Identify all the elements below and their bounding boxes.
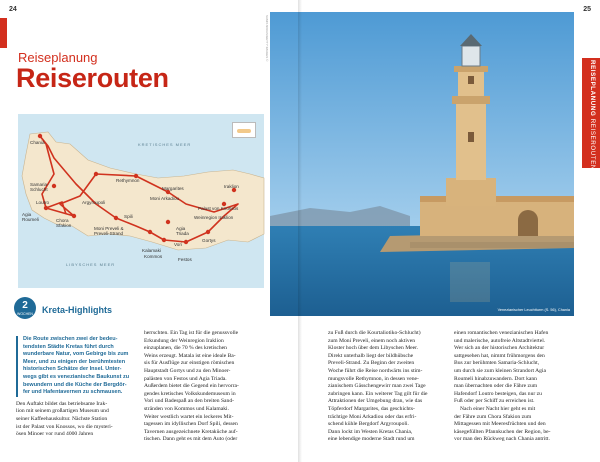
body-line: Den Auftakt bildet das betriebsame Irak- [16,400,108,407]
route-title: Kreta-Highlights [42,305,113,315]
sidebar-text [589,60,596,170]
intro-line: wunderbare Natur, vom Gebirge bis zum [23,351,129,358]
body-line: Hauptstadt Gortys und zu den Minoer- [144,367,231,374]
body-line: Tavernen ausgezeichnete Kretaküche auf- [144,428,238,435]
sea-label-south: LIBYSCHES MEER [66,262,116,267]
section-sidebar [584,60,596,170]
body-line: sattgesehen hat, nimmt frühmorgens den [454,352,545,359]
text-column-right-1 [328,330,448,444]
map-place: Agia Triada [176,226,189,236]
body-line: Preveli-Strand. Zu Beginn der zweiten [328,360,415,367]
crete-map-graphic [18,114,264,288]
body-line: Wer sich an der historischen Architektur [454,345,545,352]
body-line: Weins erzeugt. Matala ist eine ideale Ba- [144,352,236,359]
body-line: herrschten. Ein Tag ist für die genussvolle [144,330,239,336]
text-column-right-2 [454,330,574,444]
body-line: einzuplanen, die 70 % des kretischen [144,345,227,352]
body-line: lion mit seinem großartigen Museum und [16,408,109,415]
map-place: Chora Sfakion [56,218,72,228]
body-line: der Fähre zum Chora Sfakion zum [454,413,532,420]
map-place: Agia Roumeli [22,212,39,222]
text-column-left-1 [16,336,138,439]
body-line: Hafendorf Loutro besteigen, das nur zu [454,390,542,397]
locator-inset [232,122,256,138]
body-line: vor man den Rückweg nach Chania antritt. [454,436,550,443]
photo-caption: Venezianischer Leuchtturm (S. 56), Chania [497,308,570,312]
body-line: mungsvolle Rethymnon, in dessen vene- [328,375,419,382]
body-line: Weiter westlich wartet ein leckeres Mit- [144,413,234,420]
body-line: eine lebendige moderne Stadt rund um [328,436,415,443]
map-place: Weinregion Iraklion [194,215,234,220]
photo-credit-text: SAMIS NIKIAS/GETTY IMAGES © [265,15,269,62]
sidebar-topic: REISEROUTEN [589,118,596,170]
route-intro [16,336,138,397]
page-title: Reiserouten [16,63,169,93]
duration-badge [14,297,36,319]
right-page [265,0,600,462]
body-line: Bus zur berühmten Samaria-Schlucht, [454,360,540,367]
map-place: Margarites [162,186,184,191]
map-place: Festos [178,257,192,262]
body-line: Fuß oder per Schiff zu erreichen ist. [454,398,535,405]
body-line: Erkundung der Weinregion Iraklion [144,337,224,344]
body-line: zubringen kann. Ein weiterer Tag gilt für die [328,390,428,397]
map-place: Kommos [144,254,163,259]
body-line: Woche führt die Reise nordwärts ins stim- [328,367,423,374]
map-place: Kalamaki [142,248,161,253]
body-line: zianischem Gässchengewirr man zwei Tage [328,383,426,390]
body-line: palästen von Festos und Agia Triada. [144,375,227,382]
body-line: Außerdem bietet die Gegend ein hervorra- [144,383,239,390]
sidebar-section: REISEPLANUNG [589,60,596,117]
map-place: Gortys [202,238,216,243]
duration-number: 2 [22,300,28,311]
body-line: tischen. Dann geht es mit dem Auto (oder [144,436,238,443]
map-place: Palast von Knossos [198,206,239,211]
body-line: man übernachten oder die Fähre zum [454,383,538,390]
page-number-left: 24 [9,6,17,13]
book-spine [298,0,302,462]
body-line: schend kühle Bergdorf Argyroupoli. [328,421,409,428]
body-line: Attraktionen der Umgebung dran, wie das [328,398,423,405]
intro-line: wegs gibt es venezianische Baukunst zu [23,373,130,380]
intro-line: fer und Hafentavernen zu schmausen. [23,389,123,396]
intro-line: historischen Schätze der Insel. Unter- [23,366,122,373]
map-place: Vori [174,242,182,247]
body-line: tagessen im idyllischen Dorf Spili, dessen [144,421,238,428]
body-line: Roumeli hinabzuwandern. Dort kann [454,375,537,382]
map-place: Samaria-Schlucht [30,182,49,192]
lighthouse-image [270,12,574,316]
body-line: zu Fuß durch die Kourtaliotiko-Schlucht) [328,330,421,336]
body-line: Kloster hoch über dem Libyschen Meer. [328,345,419,352]
body-line: stränden von Kommos und Kalamaki. [144,405,229,412]
body-line: und malerische, autofreie Altstadtviertel. [454,337,546,344]
section-kicker: Reiseplanung [18,50,98,65]
body-line: Direkt unterhalb liegt der bildhübsche [328,352,414,359]
photo-credit [264,15,269,65]
body-line: ösen Minoer vor rund 4000 Jahren [16,431,94,438]
map-place: Chaniá [30,140,45,145]
duration-unit: WOCHEN [17,312,33,316]
sea-label-north: KRETISCHES MEER [138,142,192,147]
map-place: Iraklion [224,184,239,189]
intro-line: bewundern und die Küche der Bergdör- [23,381,127,388]
map-place: Loutro [36,200,50,205]
intro-line: tendsten Städte Kretas führt durch [23,343,114,350]
body-line: um durch sie zum kleinen Strandort Agia [454,367,546,374]
map-place: Spili [124,214,133,219]
body-line: seiner Kaffeehauskultur. Nächste Station [16,415,108,422]
body-line: käsegefüllten Pfannkuchen der Region, be- [454,428,551,435]
body-line: zum Moni Preveli, einem noch aktiven [328,337,415,344]
body-text [16,401,138,439]
intro-line: Die Route zwischen zwei der bedeu- [23,336,118,342]
body-line: trächtige Moni Arkadiou oder das erfri- [328,413,417,420]
map-place: Moni Preveli & Preveli-Strand [94,226,124,236]
map-place: Rethymnon [116,178,140,183]
body-line: sis für Ausflüge zur einstigen römischen [144,360,235,367]
route-map [18,114,264,288]
body-line: gendes kretisches Volkskundemuseum in [144,390,236,397]
body-line: Vori und Badespaß an den breiten Sand- [144,398,234,405]
body-line: Mittagessen mit Meeresfrüchten und den [454,421,546,428]
body-line: Nach einer Nacht hier geht es mit [460,405,536,412]
intro-line: Meer, und zu einigen der berühmtesten [23,358,126,365]
body-line: Töpferdorf Margarites, das geschichts- [328,405,415,412]
page-number-right: 25 [583,6,591,13]
body-line: einen romantischen venezianischen Hafen [454,330,549,336]
map-place: Argyroupoli [82,200,106,205]
lighthouse-photo [270,12,574,316]
text-column-left-2 [144,330,267,444]
chapter-tab-left [0,18,7,48]
body-line: ist der Palast von Knossos, wo die mysteri- [16,423,113,430]
map-place: Moni Arkadiou [150,196,180,201]
body-line: Dann lockt im Westen Kretas Chania, [328,428,413,435]
